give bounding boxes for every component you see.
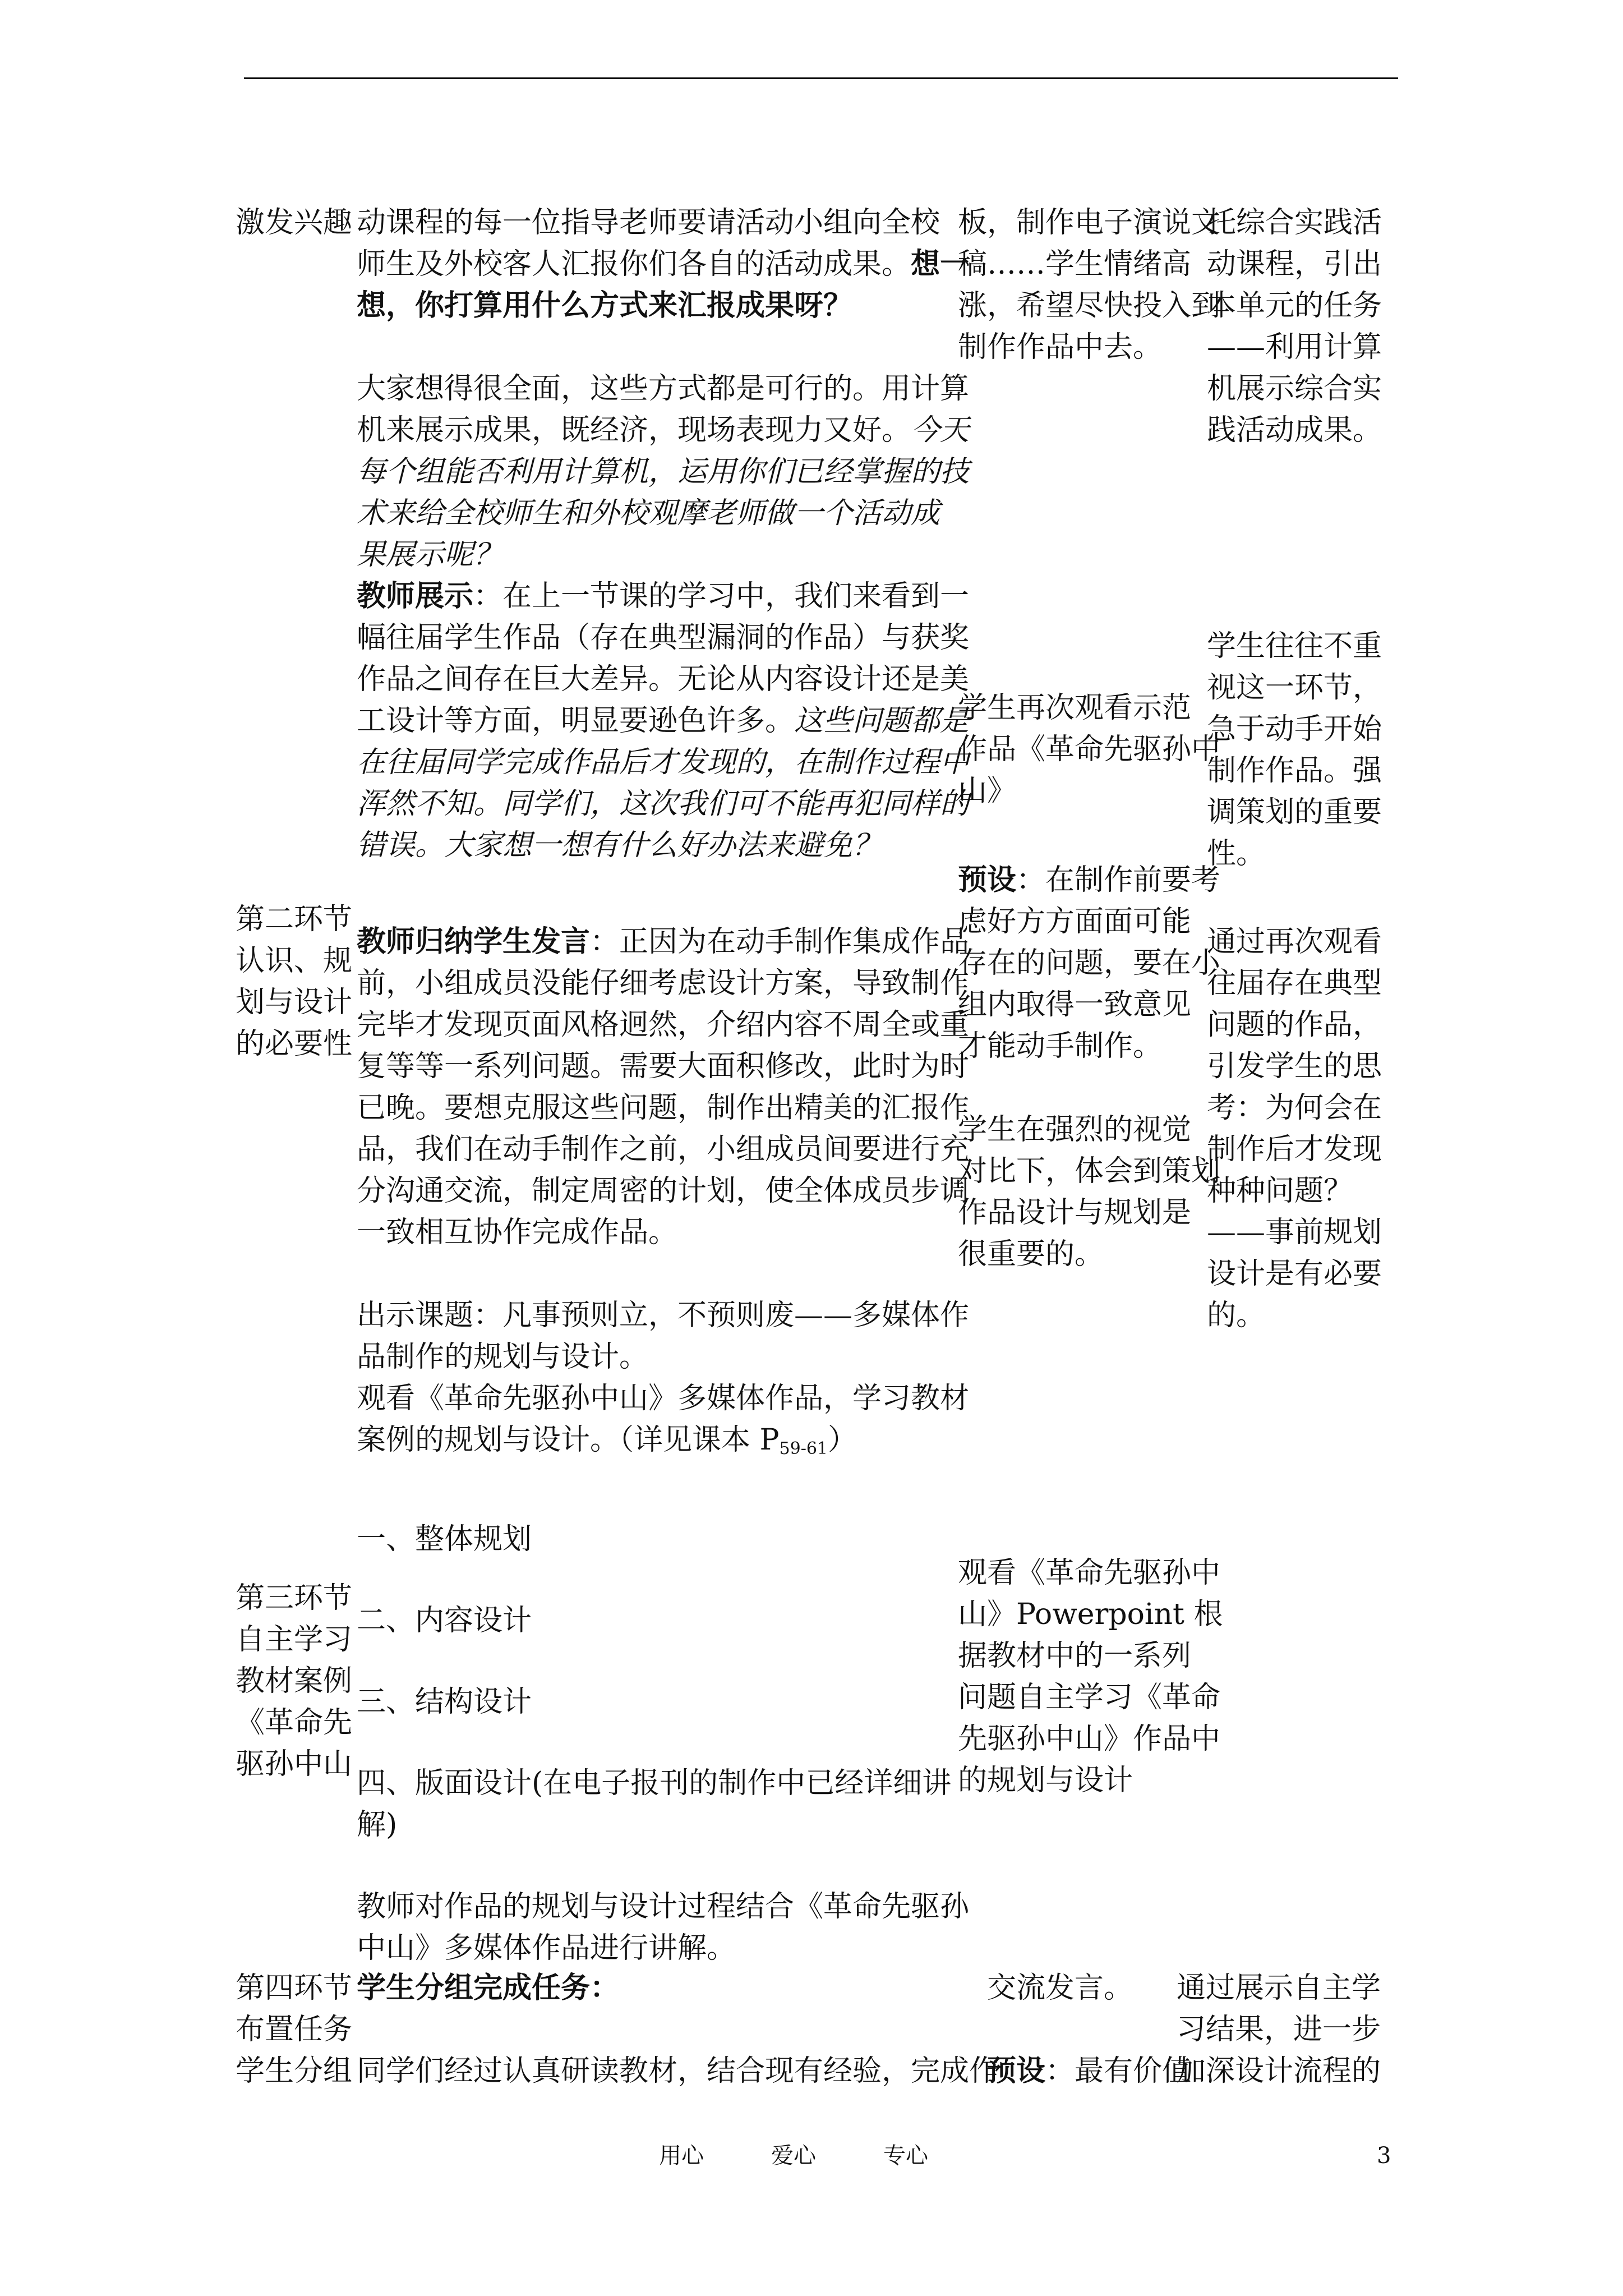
text-segment: 前，小组成员没能仔细考虑设计方案，导致制作 xyxy=(357,967,970,1000)
text-line: 的规划与设计 xyxy=(958,1764,1133,1797)
text-line: 学生往往不重 xyxy=(1207,629,1382,663)
text-line xyxy=(357,1336,969,1378)
text-line: 中山》多媒体作品进行讲解。 xyxy=(357,1931,736,1965)
text-segment: 每个组能否利用计算机，运用你们已经掌握的技 xyxy=(357,455,970,489)
text-line: 山》Powerpoint 根 xyxy=(958,1598,1223,1631)
text-segment: 复等等一系列问题。需要大面积修改，此时为时 xyxy=(357,1050,970,1083)
text-segment: 动课程的每一位指导老师要请活动小组向全校 xyxy=(357,206,940,240)
text-line: 作品设计与规划是 xyxy=(958,1196,1192,1230)
text-line: 制作作品中去。 xyxy=(958,330,1163,364)
text-segment: 品制作的规划与设计。 xyxy=(357,1340,649,1374)
text-line xyxy=(357,1170,969,1212)
text-line xyxy=(357,493,969,534)
text-line xyxy=(357,700,969,742)
text-line: 考：为何会在 xyxy=(1207,1091,1382,1125)
r1-col4-mid xyxy=(1207,625,1382,875)
text-line: 解) xyxy=(357,1808,398,1842)
text-line xyxy=(357,1087,969,1129)
text-line xyxy=(357,451,969,493)
text-line: 问题的作品， xyxy=(1207,1008,1382,1042)
text-segment: ：正因为在动手制作集成作品 xyxy=(590,925,970,959)
text-segment: 大家想得很全面，这些方式都是可行的。用计算 xyxy=(357,372,970,406)
text-line: 涨，希望尽快投入到 xyxy=(958,289,1221,323)
text-line: 很重要的。 xyxy=(958,1237,1104,1271)
r3-col1 xyxy=(236,1577,352,1785)
text-line xyxy=(357,534,969,576)
r2-col2 xyxy=(357,921,969,1461)
text-segment: 果展示呢？ xyxy=(357,538,503,572)
text-segment: 术来给全校师生和外校观摩老师做一个活动成 xyxy=(357,496,940,530)
text-segment: 想一 xyxy=(911,247,970,281)
text-segment: 一致相互协作完成作品。 xyxy=(357,1216,678,1249)
text-line: 的必要性 xyxy=(236,1027,353,1061)
text-line: 引发学生的思 xyxy=(1207,1050,1382,1083)
r1-col1 xyxy=(236,202,352,243)
text-line: 板，制作电子演说文 xyxy=(958,206,1221,240)
text-line: 教师对作品的规划与设计过程结合《革命先驱孙 xyxy=(357,1890,970,1924)
text-line: 认识、规 xyxy=(236,944,353,978)
text-line xyxy=(357,1129,969,1170)
text-segment: 错误。大家想一想有什么好办法来避免？ xyxy=(357,829,882,862)
text-line: 先驱孙中山》作品中 xyxy=(958,1722,1221,1756)
text-line: 往届存在典型 xyxy=(1207,967,1382,1000)
text-line: 调策划的重要 xyxy=(1207,795,1382,829)
text-line xyxy=(357,1419,969,1461)
text-segment: 工设计等方面，明显要逊色许多。 xyxy=(357,704,795,738)
text-segment: 教师归纳学生发言 xyxy=(357,924,591,959)
text-line: 激发兴趣 xyxy=(236,206,353,240)
text-segment: ） xyxy=(828,1423,857,1457)
r4-col3-bottom: 预设：最有价值 xyxy=(987,2054,1192,2088)
text-line xyxy=(958,942,1220,984)
text-line: 稿……学生情绪高 xyxy=(958,247,1192,281)
text-line: 第三环节 xyxy=(236,1581,353,1615)
text-line: 通过展示自主学 xyxy=(1177,1971,1381,2005)
text-line: 种种问题？ xyxy=(1207,1174,1353,1208)
text-line xyxy=(357,1046,969,1087)
r3-teacher-note xyxy=(357,1886,969,1969)
text-segment: 机来展示成果，既经济，现场表现力又好。 xyxy=(357,413,911,447)
r4-col3-top: 交流发言。 xyxy=(987,1971,1133,2005)
r3-col3 xyxy=(958,1552,1223,1801)
text-segment: 这些问题都是 xyxy=(794,704,970,738)
r2-col4 xyxy=(1207,921,1382,1336)
text-line: 制作后才发现 xyxy=(1207,1133,1382,1166)
text-line xyxy=(357,1253,969,1295)
text-line: 设计是有必要 xyxy=(1207,1257,1382,1291)
r4-task-text: 同学们经过认真研读教材，结合现有经验，完成作 xyxy=(357,2054,999,2088)
text-line: ——利用计算 xyxy=(1207,330,1382,364)
r4-col4 xyxy=(1177,1967,1381,2092)
r1-col3-mid xyxy=(958,687,1220,812)
text-segment: 今天 xyxy=(911,413,970,447)
r4-task-title: 学生分组完成任务： xyxy=(357,1971,620,2005)
text-segment: 教师展示 xyxy=(357,579,474,613)
text-segment: 才能动手制作。 xyxy=(958,1029,1163,1063)
text-segment: 组内取得一致意见 xyxy=(958,988,1192,1022)
text-line: 动课程，引出 xyxy=(1207,247,1382,281)
text-line xyxy=(357,409,969,451)
r1-col3-top xyxy=(958,202,1220,368)
text-line: 制作作品。强 xyxy=(1207,754,1382,788)
text-segment: 存在的问题，要在小 xyxy=(958,946,1221,980)
header-rule xyxy=(244,77,1398,79)
r3-item-3: 三、结构设计 xyxy=(357,1685,532,1719)
text-segment: 作品之间存在巨大差异。无论从内容设计还是美 xyxy=(357,662,970,696)
text-line xyxy=(357,1212,969,1253)
text-line xyxy=(357,285,969,326)
text-line xyxy=(357,576,969,617)
text-line xyxy=(357,1378,969,1419)
text-line: 问题自主学习《革命 xyxy=(958,1681,1221,1714)
r2-col3-top xyxy=(958,859,1220,1067)
text-segment: 59-61 xyxy=(779,1439,828,1458)
text-line: 急于动手开始 xyxy=(1207,712,1382,746)
text-segment: 完毕才发现页面风格迥然，介绍内容不周全或重 xyxy=(357,1008,970,1042)
text-line: 布置任务 xyxy=(236,2013,353,2046)
text-segment: 在往届同学完成作品后才发现的，在制作过程中 xyxy=(357,746,970,779)
text-segment: 出示课题：凡事预则立，不预则废——多媒体作 xyxy=(357,1299,970,1332)
r2-col3-mid xyxy=(958,1109,1220,1275)
text-segment: 品，我们在动手制作之前，小组成员间要进行充 xyxy=(357,1133,970,1166)
text-line: 观看《革命先驱孙中 xyxy=(958,1556,1221,1590)
r3-item-1: 一、整体规划 xyxy=(357,1522,532,1556)
text-line: 第二环节 xyxy=(236,903,353,936)
text-line: 学生分组 xyxy=(236,2054,353,2088)
text-line: 视这一环节， xyxy=(1207,671,1382,705)
footer-motto-2: 爱心 xyxy=(771,2143,816,2169)
text-line: ——事前规划 xyxy=(1207,1216,1382,1249)
text-line: 加深设计流程的 xyxy=(1177,2054,1381,2088)
text-segment: ：在上一节课的学习中，我们来看到一 xyxy=(473,579,970,613)
text-line: 对比下，体会到策划 xyxy=(958,1154,1221,1188)
r4-col1 xyxy=(236,1967,352,2092)
text-line xyxy=(357,202,969,243)
text-line: 通过再次观看 xyxy=(1207,925,1382,959)
text-line xyxy=(357,326,969,368)
text-line: 践活动成果。 xyxy=(1207,413,1382,447)
text-segment: 已晚。要想克服这些问题，制作出精美的汇报作 xyxy=(357,1091,970,1125)
text-line: 学生在强烈的视觉 xyxy=(958,1113,1192,1147)
text-line: 《革命先 xyxy=(236,1706,353,1740)
text-segment: 师生及外校客人汇报你们各自的活动成果。 xyxy=(357,247,911,281)
text-line: 的。 xyxy=(1207,1299,1266,1332)
page-number: 3 xyxy=(1377,2143,1391,2169)
text-line xyxy=(357,368,969,409)
text-segment: 想，你打算用什么方式来汇报成果呀？ xyxy=(357,288,853,323)
text-segment: 分沟通交流，制定周密的计划，使全体成员步调 xyxy=(357,1174,970,1208)
text-line: 驱孙中山 xyxy=(236,1747,353,1781)
text-line xyxy=(958,859,1220,901)
text-line: 据教材中的一系列 xyxy=(958,1639,1192,1673)
text-segment: 虑好方方面面可能 xyxy=(958,905,1192,938)
r2-col1 xyxy=(236,899,352,1065)
text-line xyxy=(357,783,969,825)
text-segment: 观看《革命先驱孙中山》多媒体作品，学习教材 xyxy=(357,1382,970,1415)
text-line xyxy=(958,901,1220,942)
text-line: 托综合实践活 xyxy=(1207,206,1382,240)
text-line xyxy=(357,1004,969,1046)
text-line xyxy=(357,921,969,963)
text-line xyxy=(958,1025,1220,1067)
footer-motto-3: 专心 xyxy=(883,2143,928,2169)
text-line: 性。 xyxy=(1207,837,1266,871)
r1-col2 xyxy=(357,202,969,866)
text-line: 自主学习 xyxy=(236,1623,353,1657)
text-line xyxy=(357,963,969,1004)
text-segment: 幅往届学生作品（存在典型漏洞的作品）与获奖 xyxy=(357,621,970,655)
text-line xyxy=(357,825,969,866)
text-line xyxy=(357,617,969,659)
text-segment: ：在制作前要考 xyxy=(1016,863,1221,897)
text-line: 机展示综合实 xyxy=(1207,372,1382,406)
text-segment: 浑然不知。同学们，这次我们可不能再犯同样的 xyxy=(357,787,970,821)
footer-motto-1: 用心 xyxy=(659,2143,704,2169)
text-line: 教材案例 xyxy=(236,1664,353,1698)
text-segment: 案例的规划与设计。（详见课本 P xyxy=(357,1423,780,1457)
text-line: 四、版面设计(在电子报刊的制作中已经详细讲 xyxy=(357,1766,952,1800)
text-line: 本单元的任务 xyxy=(1207,289,1382,323)
text-line xyxy=(357,1295,969,1336)
text-line: 山》 xyxy=(958,774,1017,808)
text-segment: 预设 xyxy=(958,863,1017,897)
text-line: 作品《革命先驱孙中 xyxy=(958,733,1221,766)
text-line: 学生再次观看示范 xyxy=(958,691,1192,725)
text-line xyxy=(958,984,1220,1025)
r3-item-2: 二、内容设计 xyxy=(357,1604,532,1637)
text-line xyxy=(357,243,969,285)
text-line xyxy=(357,742,969,783)
r1-col4-top xyxy=(1207,202,1382,451)
text-line: 第四环节 xyxy=(236,1971,353,2005)
text-line: 习结果，进一步 xyxy=(1177,2013,1381,2046)
text-line xyxy=(357,659,969,700)
text-line: 划与设计 xyxy=(236,986,353,1019)
r3-item-4 xyxy=(357,1763,951,1846)
